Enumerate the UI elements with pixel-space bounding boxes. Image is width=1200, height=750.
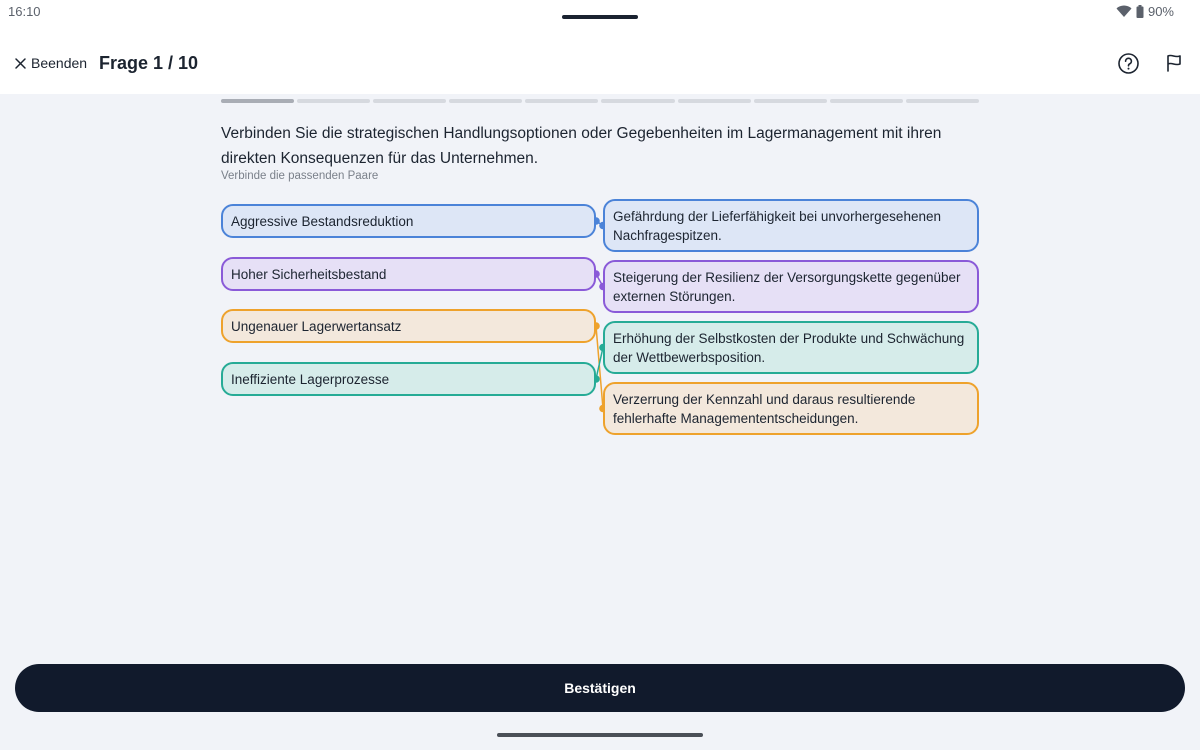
progress-segment [373,99,446,103]
header [0,38,1200,94]
left-item-label: Aggressive Bestandsreduktion [231,213,414,229]
right-item[interactable] [603,321,979,374]
connector-line [596,274,603,287]
question-hint: Verbinde die passenden Paare [221,170,379,182]
connector-line [596,348,603,380]
progress-segment [678,99,751,103]
question-text: Verbinden Sie die strategischen Handlungsoptionen oder Gegebenheiten im Lagermanagement mit ihren direkten Konsequenzen für das Unternehmen. [221,125,942,167]
left-item[interactable] [221,309,596,343]
right-item[interactable] [603,260,979,313]
wifi-icon [1116,5,1132,18]
progress-segment [525,99,598,103]
progress-segment [221,99,294,103]
progress-segment [754,99,827,103]
progress-segment [297,99,370,103]
flag-icon[interactable] [1164,53,1184,73]
right-item-label: Steigerung der Resilienz der Versorgungskette gegenüber externen Störungen. [613,269,961,304]
help-circle-icon[interactable] [1117,52,1140,75]
status-indicators [1116,4,1174,19]
connector-line [596,221,603,226]
left-item[interactable] [221,204,596,238]
right-item-label: Verzerrung der Kennzahl und daraus resultierende fehlerhafte Managemententscheidungen. [613,391,916,426]
progress-segment [906,99,979,103]
status-bar [0,0,1200,38]
battery-level: 90% [1147,4,1174,19]
progress-bar [221,99,979,103]
status-time: 16:10 [8,4,41,19]
confirm-button[interactable]: Bestätigen [15,664,1185,712]
home-indicator [497,733,703,737]
battery-icon [1136,5,1144,18]
right-item[interactable] [603,199,979,252]
progress-segment [830,99,903,103]
page-title: Frage 1 / 10 [99,53,199,73]
progress-segment [449,99,522,103]
left-item[interactable] [221,257,596,291]
left-item-label: Ungenauer Lagerwertansatz [231,318,402,334]
progress-segment [601,99,674,103]
right-item-label: Erhöhung der Selbstkosten der Produkte und Schwächung der Wettbewerbsposition. [613,330,965,365]
quit-label: Beenden [31,55,88,71]
right-item-label: Gefährdung der Lieferfähigkeit bei unvorhergesehenen Nachfragespitzen. [613,208,941,243]
status-pill [562,15,638,19]
close-icon [14,57,27,70]
left-item-label: Hoher Sicherheitsbestand [231,266,387,282]
right-item[interactable] [603,382,979,435]
quit-button[interactable] [14,55,87,71]
left-item[interactable] [221,362,596,396]
connector-line [596,326,603,409]
left-item-label: Ineffiziente Lagerprozesse [231,371,390,387]
